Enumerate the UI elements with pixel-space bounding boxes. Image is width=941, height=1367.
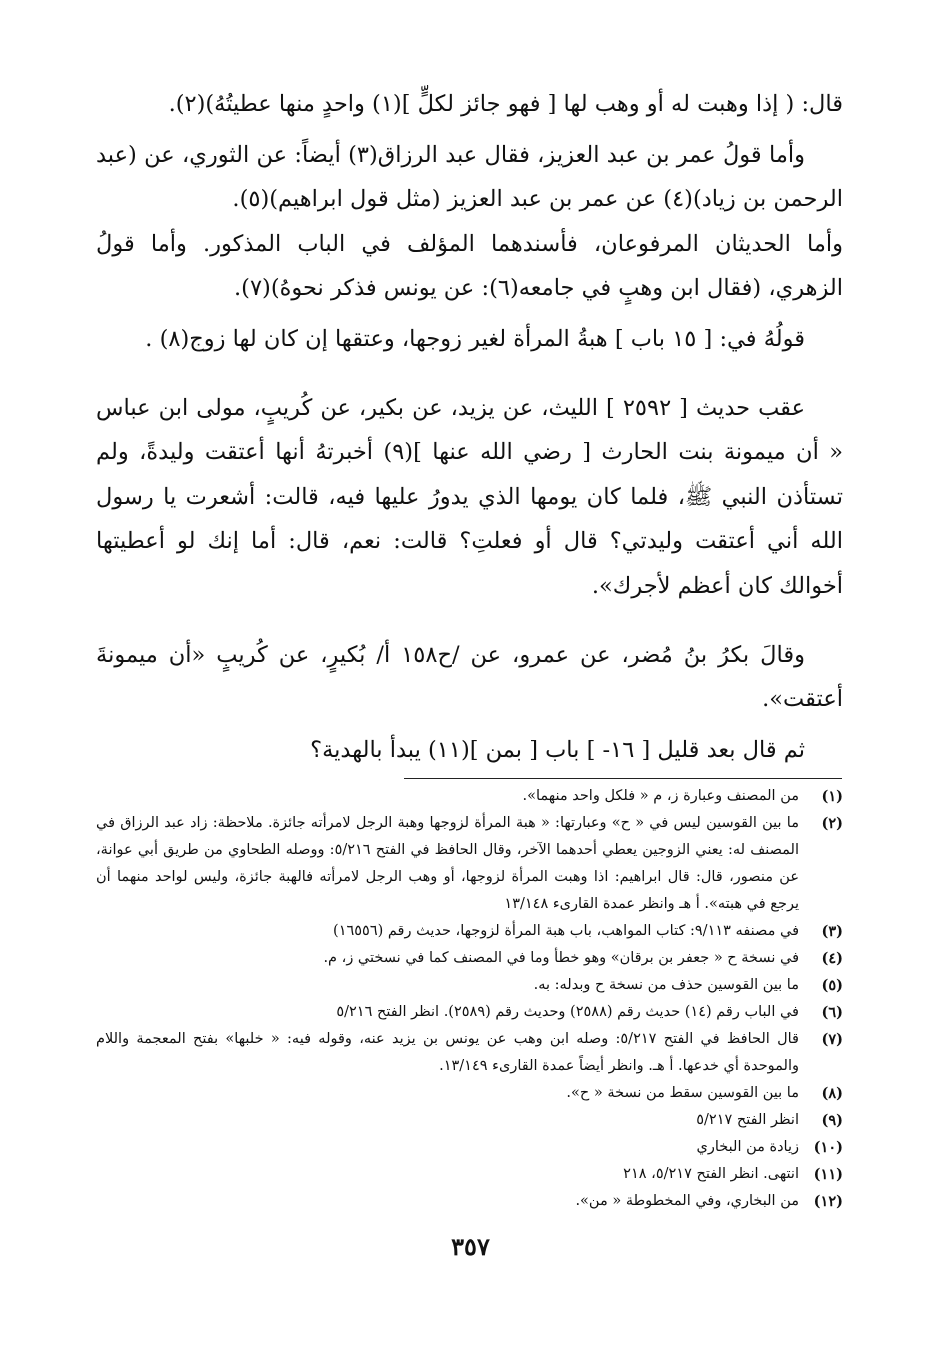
footnote-text: من المصنف وعبارة ز، م « فلكل واحد منهما». [522,788,799,804]
section-heading-15: قولُهُ في: [ ١٥ باب ] هبةُ المرأة لغير زوجها، وعتقها إن كان لها زوج(٨) . [145,325,805,352]
footnote-text: ما بين القوسين ليس في « ح» وعبارتها: « هبة المرأة لزوجها وهبة الرجل لامرأته جائزة. ملاحظة: زاد عبد الرزاق في المصنف له: يعني الزوجين يعطي أحدهما الآخر، وقال الحافظ في الفتح ٥/٢١٦: ووصله الطحاوي من طريق أبي عوانة، عن منصور، قال: قال ابراهيم: اذا وهبت المرأة لزوجها، أو وهب الرجل لامرأته فالهبة جائزة، وليس لواحد منهما أن يرجع في هبته». أ هـ وانظر عمدة القارىء ١٣/١٤٨ [96,815,800,912]
footnote-text: انظر الفتح ٥/٢١٧ [696,1112,799,1128]
footnote-item [96,1188,843,1215]
footnote-item [96,918,843,945]
footnote-number: (٨) [821,1085,843,1102]
paragraph-2: وأما قولُ عمر بن عبد العزيز، فقال عبد الرزاق(٣) أيضاً: عن الثوري، عن (عبد الرحمن بن زياد)(٤) عن عمر بن عبد العزيز (مثل قول ابراهيم)(٥). [96,141,843,213]
footnote-text: زيادة من البخاري [696,1139,799,1155]
footnote-number: (٧) [821,1031,843,1048]
footnote-text: قال الحافظ في الفتح ٥/٢١٧: وصله ابن وهب عن يونس بن يزيد عنه، وقوله فيه: « خلبها» بفتح المعجمة واللام والموحدة أي خدعها. أ هـ. وانظر أيضاً عمدة القارىء ١٣/١٤٩. [96,1031,799,1074]
footnote-item [96,1080,843,1107]
footnote-text: ما بين القوسين حذف من نسخة ح وبدله: به. [533,977,799,993]
footnote-number: (١٢) [813,1193,843,1210]
footnote-item [96,1161,843,1188]
footnote-item [96,1107,843,1134]
footnote-number: (١) [821,788,843,805]
footnote-number: (٤) [821,950,843,967]
footnote-item [96,783,843,810]
footnote-separator [404,778,842,779]
footnote-number: (٢) [821,815,843,832]
footnote-text: في الباب رقم (١٤) حديث رقم (٢٥٨٨) وحديث رقم (٢٥٨٩). انظر الفتح ٥/٢١٦ [336,1004,799,1020]
footnote-item [96,1026,843,1080]
footnote-item [96,945,843,972]
footnote-number: (١٠) [813,1139,843,1156]
footnote-number: (٩) [821,1112,843,1129]
footnote-text: في مصنفه ٩/١١٣: كتاب المواهب، باب هبة المرأة لزوجها، حديث رقم (١٦٥٥٦) [333,923,799,939]
footnote-text: من البخاري، وفي المخطوطة « من». [575,1193,799,1209]
footnote-text: في نسخة ح « جعفر بن برقان» وهو خطأ وما في المصنف كما في نسختي ز، م. [323,950,799,966]
paragraph-bakr-ibn-mudar: وقالَ بكرُ بنُ مُضر، عن عمرو، عن /ح١٥٨ أ/ بُكيرٍ، عن كُريبٍ «أن ميمونةَ أعتقت». [96,641,843,713]
footnote-text: ما بين القوسين سقط من نسخة « ح». [566,1085,799,1101]
footnote-number: (٥) [821,977,843,994]
footnote-text: انتهى. انظر الفتح ٥/٢١٧، ٢١٨ [623,1166,799,1182]
footnote-item [96,999,843,1026]
section-heading-16: ثم قال بعد قليل [ ١٦- ] باب [ بمن ](١١) يبدأ بالهدية؟ [310,736,805,763]
footnote-number: (١١) [813,1166,843,1183]
paragraph-hadith-2592: عقب حديث [ ٢٥٩٢ ] الليث، عن يزيد، عن بكير، عن كُريبٍ، مولى ابن عباس « أن ميمونة بنت الحارث [ رضي الله عنها ](٩) أخبرتهُ أنها أعتقت وليدةً، ولم تستأذن النبي ﷺ، فلما كان يومها الذي يدورُ عليها فيه، قالت: أشعرت يا رسول الله أني أعتقت وليدتي؟ قال أو فعلتِ؟ قالت: نعم، قال: أما إنك لو أعطيتها أخوالك كان أعظم لأجرك». [96,394,843,599]
footnotes [96,783,843,1215]
main-text [96,82,843,772]
footnote-item [96,810,843,918]
paragraph-3: وأما الحديثان المرفوعان، فأسندهما المؤلف في الباب المذكور. وأما قولُ الزهري، (فقال ابن وهبٍ في جامعه(٦): عن يونس فذكر نحوهُ)(٧). [96,230,843,302]
footnote-item [96,972,843,999]
paragraph-1: قال: ( إذا وهبت له أو وهب لها [ فهو جائز لكلٍّ ](١) واحدٍ منها عطيتُهُ)(٢). [168,91,843,117]
page-number: ٣٥٧ [451,1232,490,1261]
footnote-item [96,1134,843,1161]
footnote-number: (٦) [821,1004,843,1021]
footnote-number: (٣) [821,923,843,940]
